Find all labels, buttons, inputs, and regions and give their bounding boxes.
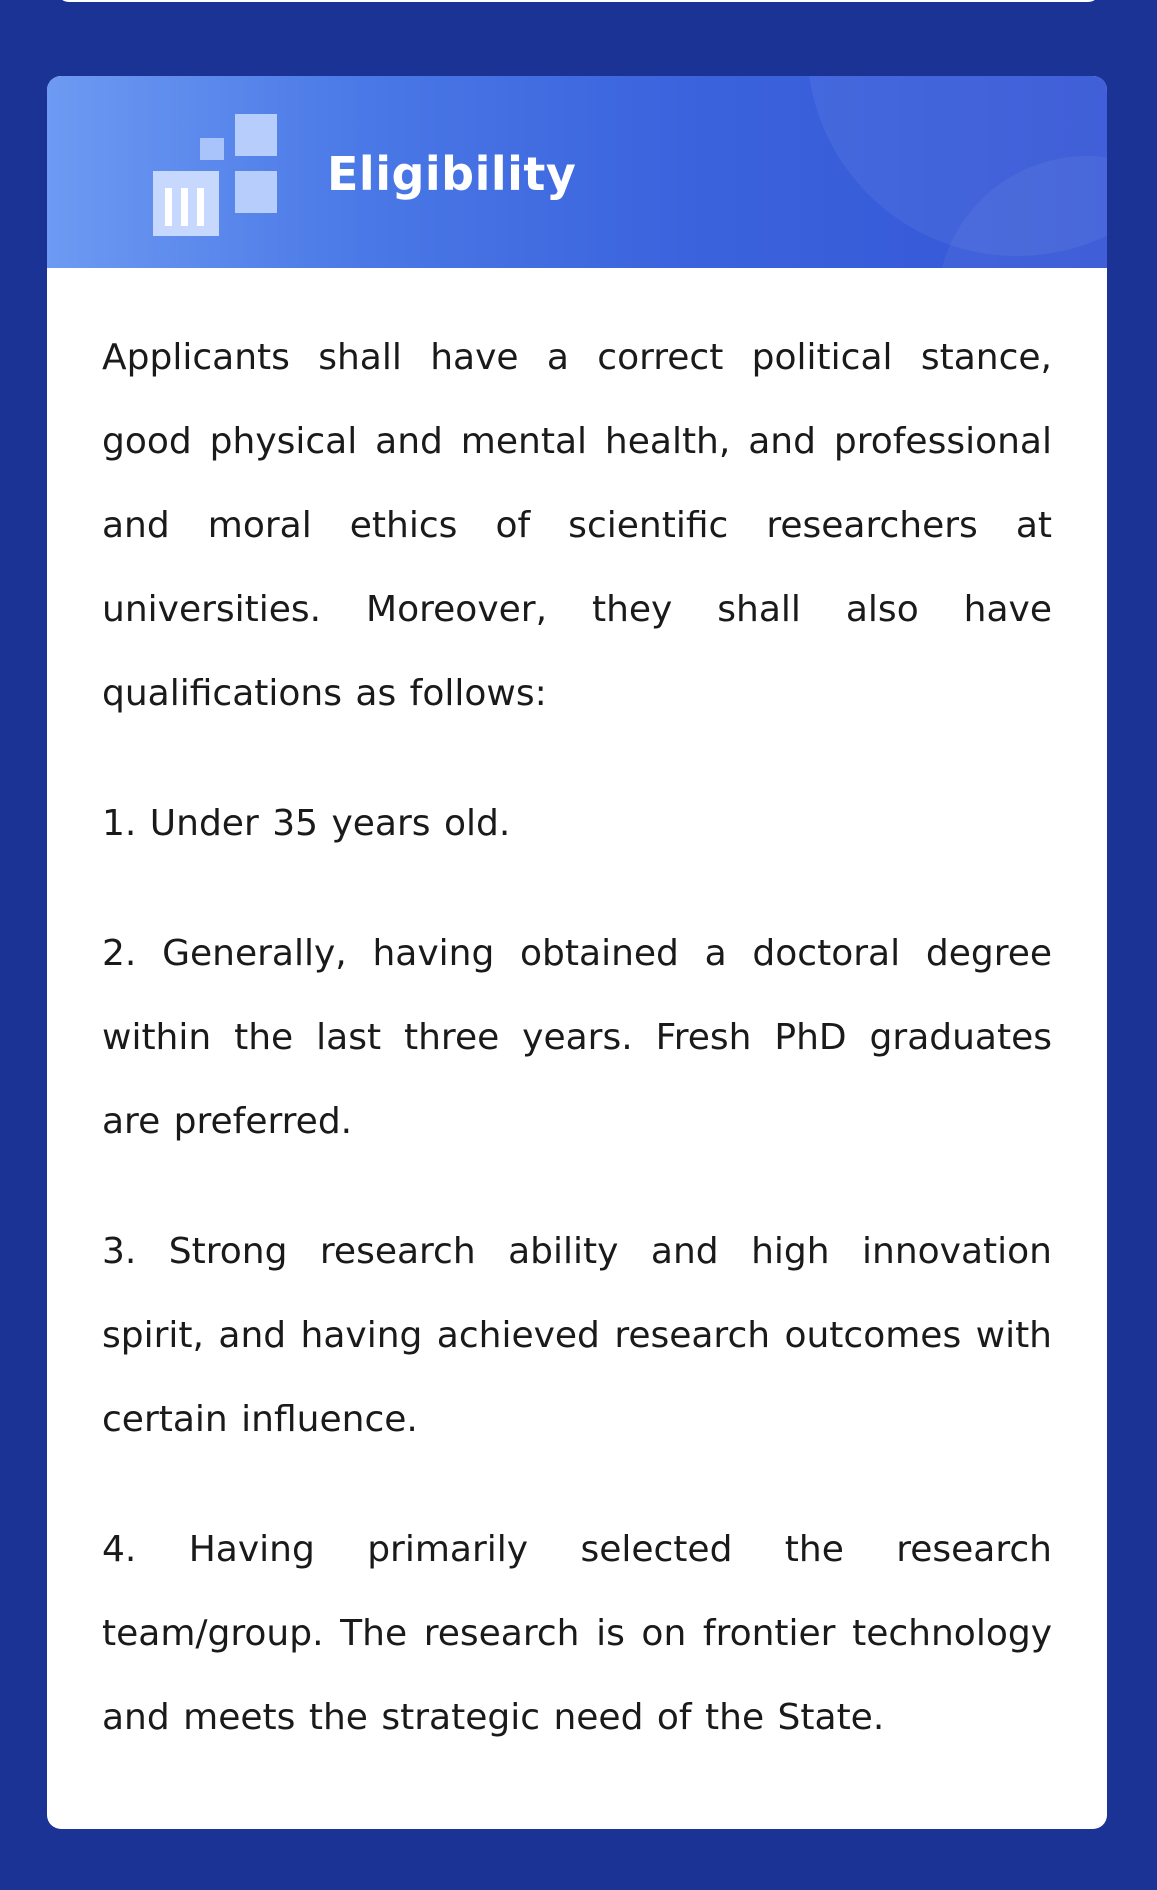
intro-paragraph: Applicants shall have a correct political stance, good physical and mental health, and professional and moral ethics of scientific researchers at universities. Moreover, they shall also have qualifications as follows: <box>102 337 1052 714</box>
header-decoration <box>687 76 1107 268</box>
card-header <box>47 76 1107 268</box>
requirement-item-1: 1. Under 35 years old. <box>102 803 511 844</box>
card-body <box>102 316 1052 1760</box>
section-title: Eligibility <box>327 147 577 201</box>
bar-chart-blocks-icon <box>153 114 277 236</box>
requirement-item-4: 4. Having primarily selected the research team/group. The research is on frontier technology and meets the strategic need of the State. <box>102 1529 1052 1738</box>
requirement-item-2: 2. Generally, having obtained a doctoral degree within the last three years. Fresh PhD graduates are preferred. <box>102 933 1052 1142</box>
requirement-item-3: 3. Strong research ability and high innovation spirit, and having achieved research outcomes with certain influence. <box>102 1231 1052 1440</box>
previous-card-edge <box>57 0 1100 2</box>
eligibility-card <box>47 76 1107 1829</box>
